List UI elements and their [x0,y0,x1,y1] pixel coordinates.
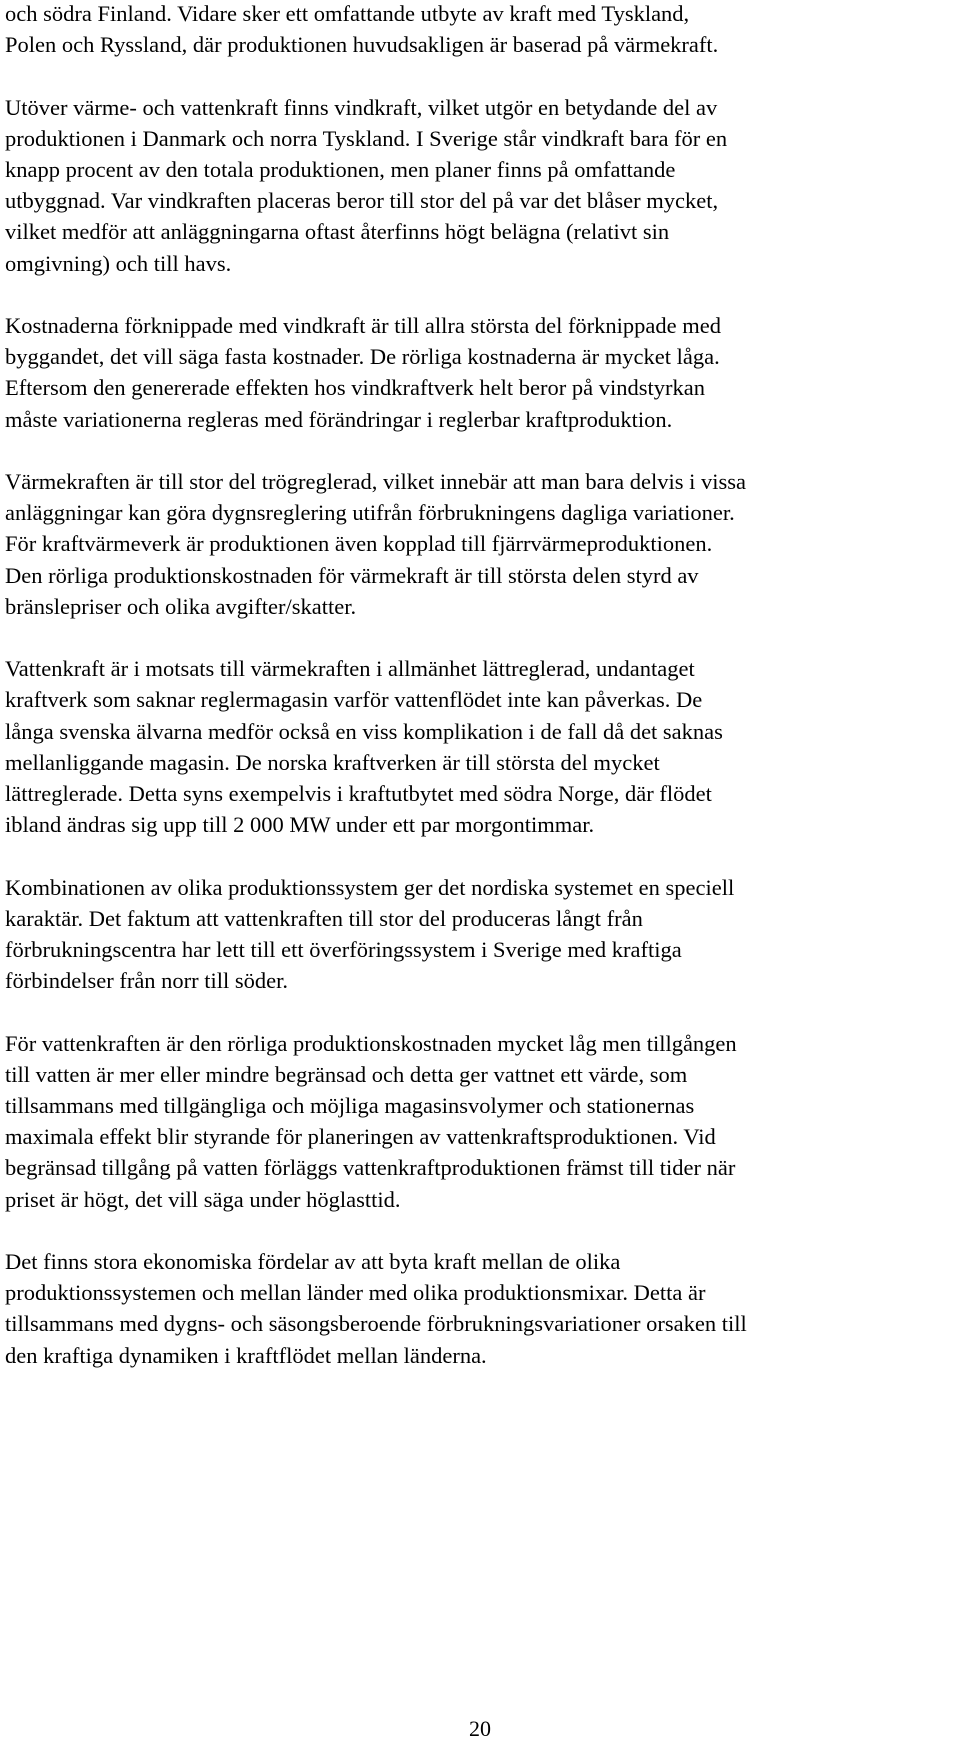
paragraph-neighbor-exchange: och södra Finland. Vidare sker ett omfattande utbyte av kraft med Tyskland, Polen och Ryssland, där produktionen huvudsakligen är baserad på värmekraft. [5,1,719,58]
paragraph-wind-costs: Kostnaderna förknippade med vindkraft är till allra största del förknippade med byggandet, det vill säga fasta kostnader. De rörliga kostnaderna är mycket låga. Eftersom den genererade effekten hos vindkraftverk helt beror på vindstyrkan måste variationerna regleras med förändringar i reglerbar kraftproduktion. [5,313,722,432]
paragraph-hydro-costs: För vattenkraften är den rörliga produktionskostnaden mycket låg men tillgången till vatten är mer eller mindre begränsad och detta ger vattnet ett värde, som tillsammans med tillgängliga och möjliga magasinsvolymer och stationernas maximala effekt blir styrande för planeringen av vattenkraftsproduktionen. Vid begränsad tillgång på vatten förläggs vattenkraftproduktionen främst till tider när priset är högt, det vill säga under höglasttid. [5,1030,737,1212]
paragraph-exchange-benefits: Det finns stora ekonomiska fördelar av att byta kraft mellan de olika produktionssystemen och mellan länder med olika produktionsmixar. Detta är tillsammans med dygns- och säsongsberoende förbrukningsvariationer orsaken till den kraftiga dynamiken i kraftflödet mellan länderna. [5,1249,747,1368]
paragraph-thermal-power: Värmekraften är till stor del trögreglerad, vilket innebär att man bara delvis i vissa anläggningar kan göra dygnsreglering utifrån förbrukningens dagliga variationer. För kraftvärmeverk är produktionen även kopplad till fjärrvärmeproduktionen. Den rörliga produktionskostnaden för värmekraft är till största delen styrd av bränslepriser och olika avgifter/skatter. [5,469,746,619]
paragraph-hydro-power: Vattenkraft är i motsats till värmekraften i allmänhet lättreglerad, undantaget kraftverk som saknar reglermagasin varför vattenflödet inte kan påverkas. De långa svenska älvarna medför också en viss komplikation i de fall då det saknas mellanliggande magasin. De norska kraftverken är till största del mycket lättreglerade. Detta syns exempelvis i kraftutbytet med södra Norge, där flödet ibland ändras sig upp till 2 000 MW under ett par morgontimmar. [5,656,723,838]
page-number: 20 [469,1716,491,1741]
paragraph-wind-power: Utöver värme- och vattenkraft finns vindkraft, vilket utgör en betydande del av produktionen i Danmark och norra Tyskland. I Sverige står vindkraft bara för en knapp procent av den totala produktionen, men planer finns på omfattande utbyggnad. Var vindkraften placeras beror till stor del på var det blåser mycket, vilket medför att anläggningarna oftast återfinns högt belägna (relativt sin omgivning) och till havs. [5,94,728,276]
body-text [5,0,950,1402]
paragraph-nordic-system: Kombinationen av olika produktionssystem ger det nordiska systemet en speciell karaktär. Det faktum att vattenkraften till stor del produceras långt från förbrukningscentra har lett till ett överföringssystem i Sverige med kraftiga förbindelser från norr till söder. [5,874,735,994]
